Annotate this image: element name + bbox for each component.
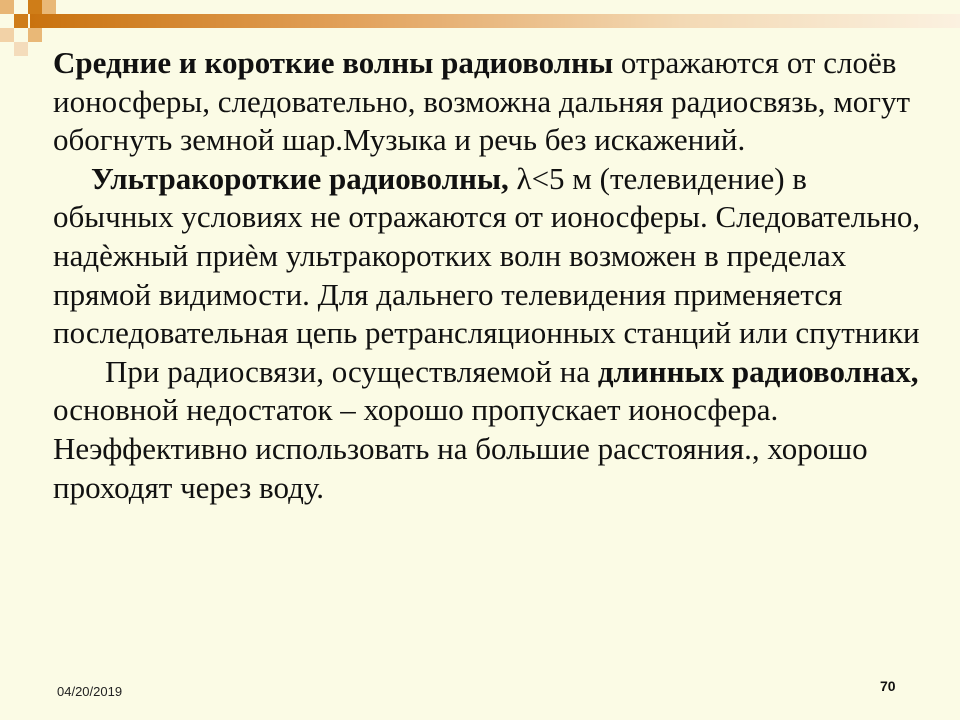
header-gradient-bar (30, 14, 960, 28)
deco-square (28, 0, 42, 14)
paragraph-medium-short-waves (53, 44, 933, 160)
paragraph-text: При радиосвязи, осуществляемой на (105, 353, 598, 389)
deco-square (0, 28, 14, 42)
bold-term: Ультракороткие радиоволны, (91, 160, 509, 196)
paragraph-long-waves (53, 353, 933, 507)
footer-date: 04/20/2019 (57, 684, 123, 699)
paragraph-text: отражаются от слоёв ионосферы, следовательно, возможна дальняя радиосвязь, могут обогнуть земной шар.Музыка и речь без искажений. (53, 45, 911, 158)
deco-square (0, 0, 14, 14)
bold-term: Средние и короткие волны радиоволны (53, 45, 614, 80)
slide-body-text (53, 44, 933, 507)
page-number: 70 (880, 678, 896, 694)
deco-square (14, 42, 28, 56)
deco-square (28, 28, 42, 42)
paragraph-ultrashort-waves (53, 160, 933, 353)
bold-term: длинных радиоволнах, (597, 353, 919, 389)
deco-square (14, 14, 28, 28)
paragraph-text: λ<5 м (телевидение) в обычных условиях не отражаются от ионосферы. Следовательно, надѐжный приѐм ультракоротких волн возможен в пределах прямой видимости. Для дальнего телевидения применяется последовательная цепь ретрансляционных станций или спутники (53, 160, 921, 351)
paragraph-text: основной недостаток – хорошо пропускает ионосфера. Неэффективно использовать на большие расстояния., хорошо проходят через воду. (53, 392, 868, 505)
deco-square (42, 0, 56, 14)
